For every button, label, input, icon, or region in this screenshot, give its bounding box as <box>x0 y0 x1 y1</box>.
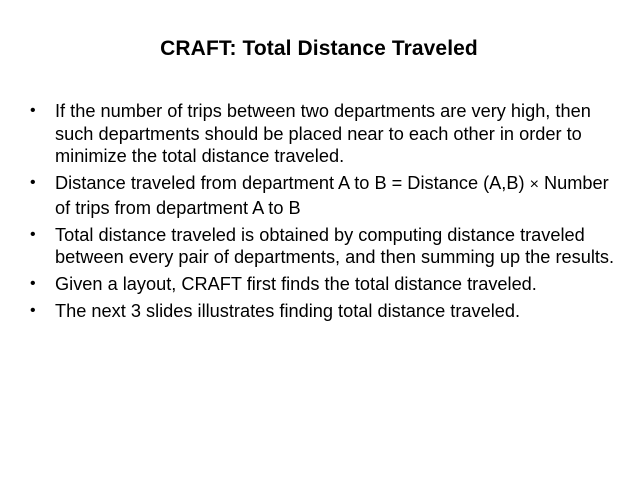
bullet-list <box>30 100 620 327</box>
slide-title: CRAFT: Total Distance Traveled <box>160 37 478 60</box>
multiply-icon: × <box>529 176 539 193</box>
bullet-text: Given a layout, CRAFT first finds the total distance traveled. <box>55 274 537 294</box>
bullet-text-before: Distance traveled from department A to B = Distance (A,B) <box>55 173 530 193</box>
bullet-item-3 <box>30 224 620 269</box>
bullet-text: If the number of trips between two departments are very high, then such departments should be placed near to each other in order to minimize the total distance traveled. <box>55 101 591 166</box>
bullet-item-1 <box>30 100 620 168</box>
bullet-dot-icon: • <box>30 102 36 119</box>
bullet-text-after: Number of trips from department A to B <box>55 173 609 218</box>
bullet-item-4 <box>30 273 620 296</box>
bullet-dot-icon: • <box>30 225 36 243</box>
bullet-dot-icon: • <box>30 174 36 191</box>
bullet-item-5 <box>30 300 620 323</box>
bullet-dot-icon: • <box>30 302 36 319</box>
bullet-item-2 <box>30 172 620 219</box>
bullet-text: Total distance traveled is obtained by computing distance traveled between every pair of departments, and then summing up the results. <box>55 224 615 267</box>
bullet-dot-icon: • <box>30 275 36 292</box>
bullet-text: The next 3 slides illustrates finding total distance traveled. <box>55 301 521 321</box>
